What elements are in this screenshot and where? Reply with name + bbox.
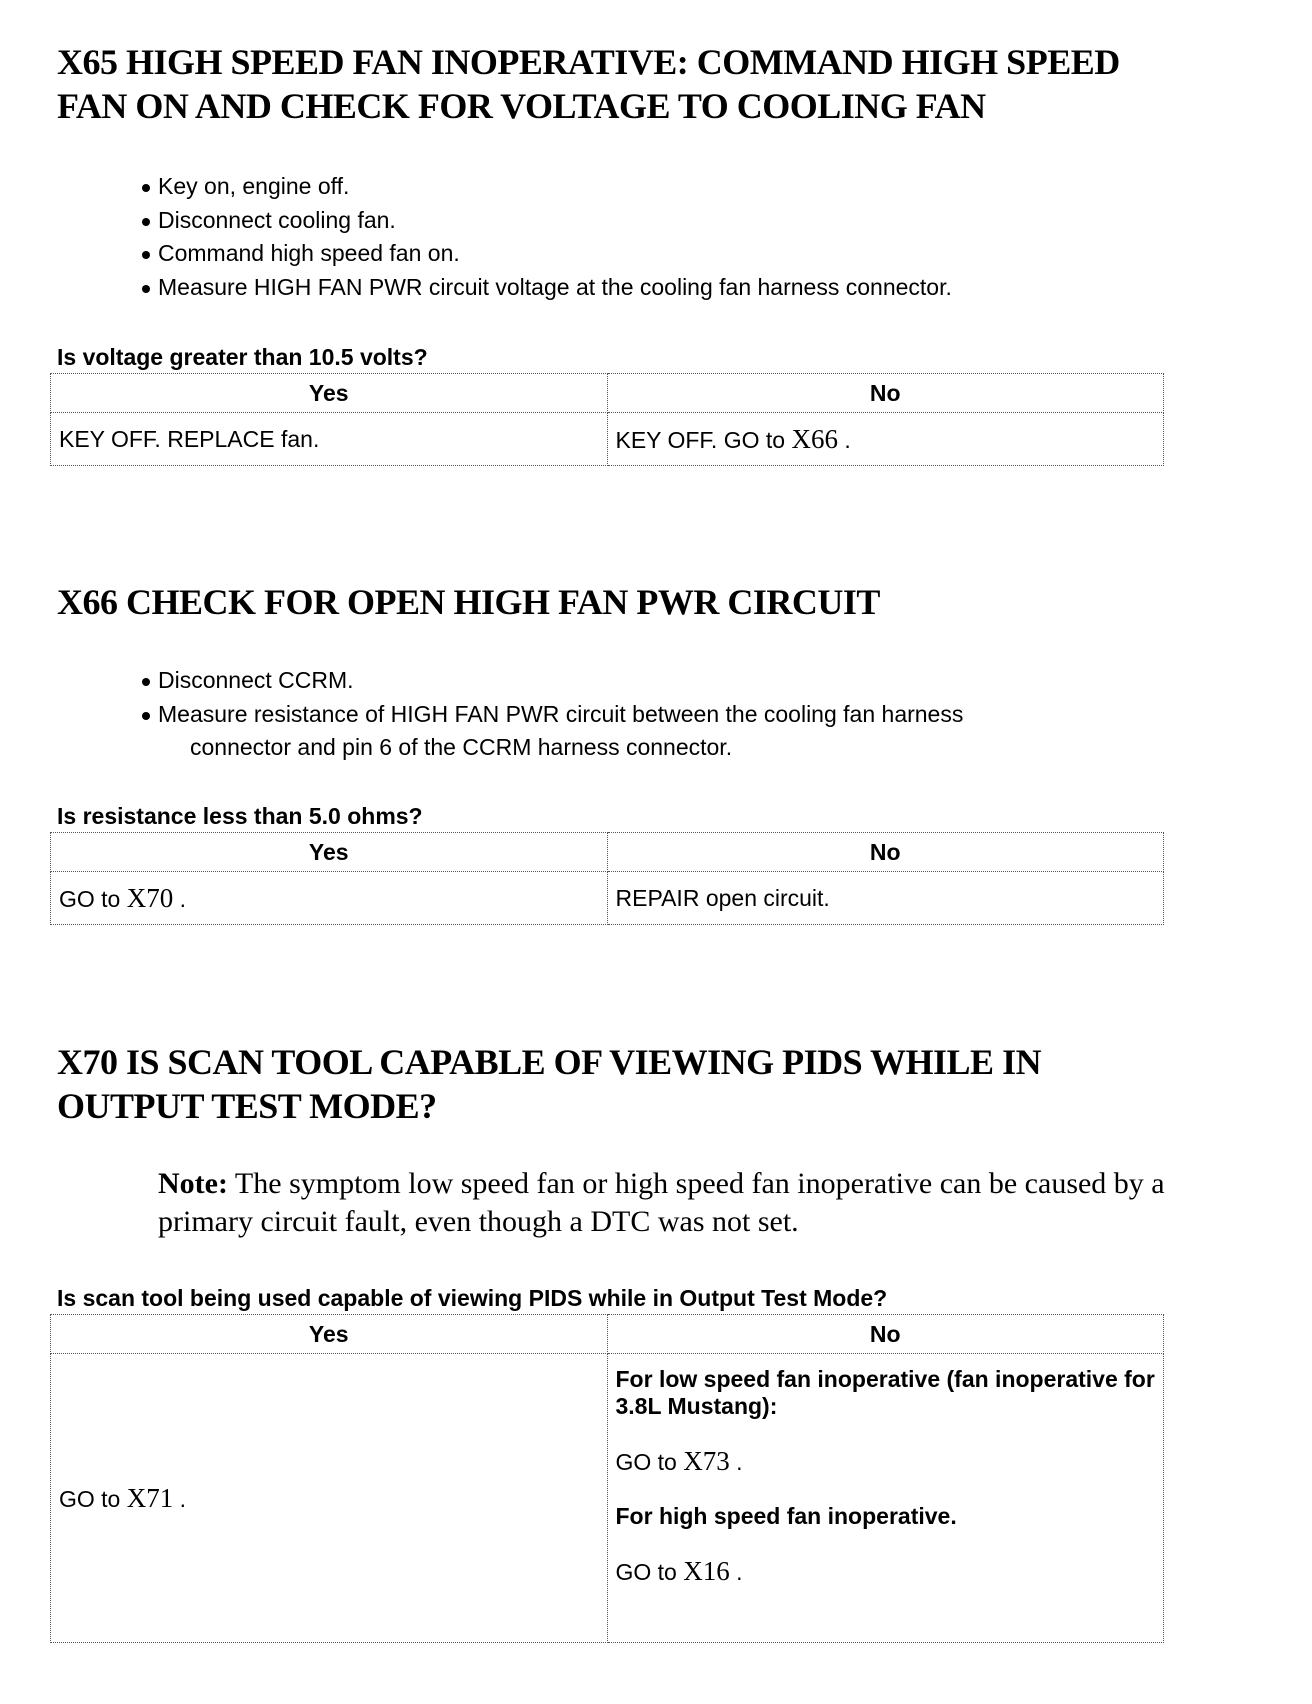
- no-header: No: [607, 1315, 1164, 1354]
- no-header: No: [607, 374, 1164, 413]
- step-link-x70[interactable]: X70: [126, 882, 174, 913]
- x70-question: Is scan tool being used capable of viewing PIDS while in Output Test Mode?: [57, 1285, 888, 1311]
- no-action: REPAIR open circuit.: [607, 872, 1164, 925]
- no-action: [607, 1354, 1164, 1643]
- bullet-item: Command high speed fan on.: [140, 237, 952, 271]
- step-link-x71[interactable]: X71: [126, 1482, 174, 1513]
- low-speed-action: [616, 1446, 1156, 1477]
- title-line-1: X70 IS SCAN TOOL CAPABLE OF VIEWING PIDS WHILE IN: [57, 1042, 1042, 1082]
- yes-action-prefix: GO to: [59, 885, 127, 912]
- step-x66-title: [57, 580, 880, 624]
- title-line-1: X66 CHECK FOR OPEN HIGH FAN PWR CIRCUIT: [57, 582, 880, 622]
- step-x70-title: [57, 1040, 1041, 1128]
- title-line-1: X65 HIGH SPEED FAN INOPERATIVE: COMMAND HIGH SPEED: [57, 42, 1120, 82]
- bullet-item: Measure HIGH FAN PWR circuit voltage at the cooling fan harness connector.: [140, 271, 952, 305]
- note-label: Note:: [158, 1167, 228, 1200]
- yes-action-suffix: .: [173, 885, 187, 912]
- step-x65-title: [57, 40, 1120, 128]
- action-prefix: GO to: [615, 1559, 684, 1585]
- bullet-item: Disconnect CCRM.: [140, 664, 963, 698]
- note-text: The symptom low speed fan or high speed fan inoperative can be caused by a primary circuit fault, even though a DTC was not set.: [158, 1167, 1165, 1238]
- high-speed-condition: For high speed fan inoperative.: [615, 1503, 957, 1529]
- no-header: No: [607, 833, 1164, 872]
- yes-header: Yes: [51, 1315, 608, 1354]
- yes-action-prefix: GO to: [59, 1485, 127, 1512]
- title-line-2: OUTPUT TEST MODE?: [57, 1086, 437, 1126]
- bullet-item: Disconnect cooling fan.: [140, 204, 952, 238]
- action-suffix: .: [729, 1449, 743, 1475]
- bullet-text: Measure resistance of HIGH FAN PWR circuit between the cooling fan harness: [158, 700, 964, 727]
- no-action: [607, 413, 1164, 466]
- action-prefix: GO to: [615, 1449, 684, 1475]
- x66-instructions: [140, 664, 963, 765]
- yes-action: [51, 1354, 608, 1643]
- bullet-item: [140, 698, 963, 765]
- no-action-prefix: KEY OFF. GO to: [615, 426, 792, 453]
- step-link-x73[interactable]: X73: [683, 1446, 730, 1476]
- no-action-suffix: .: [837, 426, 851, 453]
- bullet-continuation: connector and pin 6 of the CCRM harness connector.: [190, 734, 733, 760]
- x70-note: [158, 1165, 1258, 1241]
- x70-yes-no-table: [50, 1314, 1164, 1643]
- x66-question: Is resistance less than 5.0 ohms?: [57, 803, 423, 829]
- step-link-x16[interactable]: X16: [683, 1556, 730, 1586]
- low-speed-condition: For low speed fan inoperative (fan inoperative for 3.8L Mustang):: [615, 1366, 1155, 1419]
- x66-yes-no-table: [50, 832, 1164, 925]
- x65-yes-no-table: [50, 373, 1164, 466]
- yes-action-suffix: .: [173, 1485, 187, 1512]
- action-suffix: .: [729, 1559, 743, 1585]
- x65-instructions: [140, 170, 952, 304]
- high-speed-action: [616, 1556, 1156, 1587]
- yes-action: [51, 872, 608, 925]
- x65-question: Is voltage greater than 10.5 volts?: [57, 344, 428, 370]
- title-line-2: FAN ON AND CHECK FOR VOLTAGE TO COOLING FAN: [57, 86, 986, 126]
- yes-header: Yes: [51, 374, 608, 413]
- bullet-item: Key on, engine off.: [140, 170, 952, 204]
- yes-action: KEY OFF. REPLACE fan.: [51, 413, 608, 466]
- step-link-x66[interactable]: X66: [791, 423, 838, 454]
- yes-header: Yes: [51, 833, 608, 872]
